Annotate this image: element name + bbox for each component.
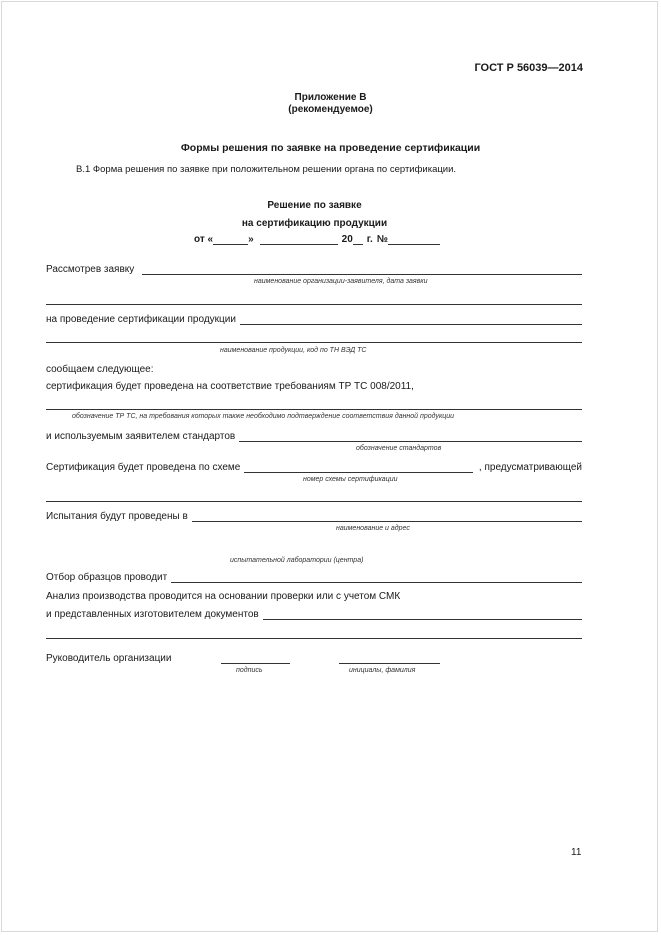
scheme-caption: номер схемы сертификации (303, 476, 398, 483)
day-field[interactable] (213, 235, 248, 245)
annex-heading: Формы решения по заявке на проведение сертификации (180, 142, 481, 154)
year-suffix: г. (366, 234, 373, 245)
scheme-label: Сертификация будет проведена по схеме (46, 462, 241, 473)
signature-caption: подпись (236, 667, 263, 674)
signature-field[interactable] (221, 663, 290, 664)
sampling-row (46, 572, 582, 583)
decision-subtitle: на сертификацию продукции (241, 218, 388, 229)
tr-caption: обозначение ТР ТС, на требования которых также необходимо подтверждение соответствия данной продукции (72, 413, 455, 420)
standards-field[interactable] (239, 432, 582, 442)
considered-caption: наименование организации-заявителя, дата заявки (254, 278, 428, 285)
certification-label: на проведение сертификации продукции (46, 314, 236, 325)
analysis-row (46, 609, 582, 620)
considered-label: Рассмотрев заявку (46, 264, 135, 275)
decision-date-line (194, 234, 440, 245)
considered-field-2[interactable] (46, 304, 582, 305)
compliance-text: сертификация будет проведена на соответствие требованиям ТР ТС 008/2011, (46, 381, 414, 392)
standards-label: и используемым заявителем стандартов (46, 431, 236, 442)
page-number: 11 (571, 847, 582, 858)
number-label: № (376, 234, 388, 245)
year-prefix: 20 (341, 234, 353, 245)
sampling-label: Отбор образцов проводит (46, 572, 168, 583)
tr-field[interactable] (46, 409, 582, 410)
standard-id: ГОСТ Р 56039—2014 (474, 62, 583, 74)
certification-field[interactable] (240, 315, 582, 325)
date-close-quote: » (248, 234, 254, 245)
scheme-suffix: , предусматривающей (478, 462, 582, 473)
date-from-label: от « (194, 234, 214, 245)
product-caption: наименование продукции, код по ТН ВЭД ТС (220, 347, 367, 354)
annex-title: Приложение В (294, 92, 367, 103)
scheme-row (46, 462, 582, 473)
year-field[interactable] (353, 235, 363, 245)
tests-row (46, 511, 582, 522)
month-field[interactable] (260, 235, 338, 245)
analysis-line-1: Анализ производства проводится на основании проверки или с учетом СМК (46, 591, 401, 602)
standards-caption: обозначение стандартов (356, 445, 442, 452)
considered-field[interactable] (142, 265, 582, 275)
documents-field-2[interactable] (46, 638, 582, 639)
lab-field[interactable] (192, 512, 582, 522)
head-label: Руководитель организации (46, 653, 172, 664)
initials-field[interactable] (339, 663, 440, 664)
standards-row (46, 431, 582, 442)
product-field[interactable] (46, 342, 582, 343)
decision-title: Решение по заявке (267, 200, 362, 211)
certification-row (46, 314, 582, 325)
considered-row (46, 264, 582, 275)
lab-caption-2: испытательной лаборатории (центра) (230, 557, 364, 564)
number-field[interactable] (388, 235, 440, 245)
scheme-field[interactable] (244, 463, 473, 473)
sampling-field[interactable] (171, 573, 582, 583)
tests-label: Испытания будут проведены в (46, 511, 188, 522)
annex-status: (рекомендуемое) (288, 104, 373, 115)
inform-text: сообщаем следующее: (46, 364, 154, 375)
clause-text: В.1 Форма решения по заявке при положительном решении органа по сертификации. (76, 164, 457, 175)
scheme-details-field[interactable] (46, 501, 582, 502)
documents-field[interactable] (263, 610, 582, 620)
analysis-label: и представленных изготовителем документов (46, 609, 259, 620)
lab-caption-1: наименование и адрес (336, 525, 410, 532)
initials-caption: инициалы, фамилия (349, 667, 416, 674)
